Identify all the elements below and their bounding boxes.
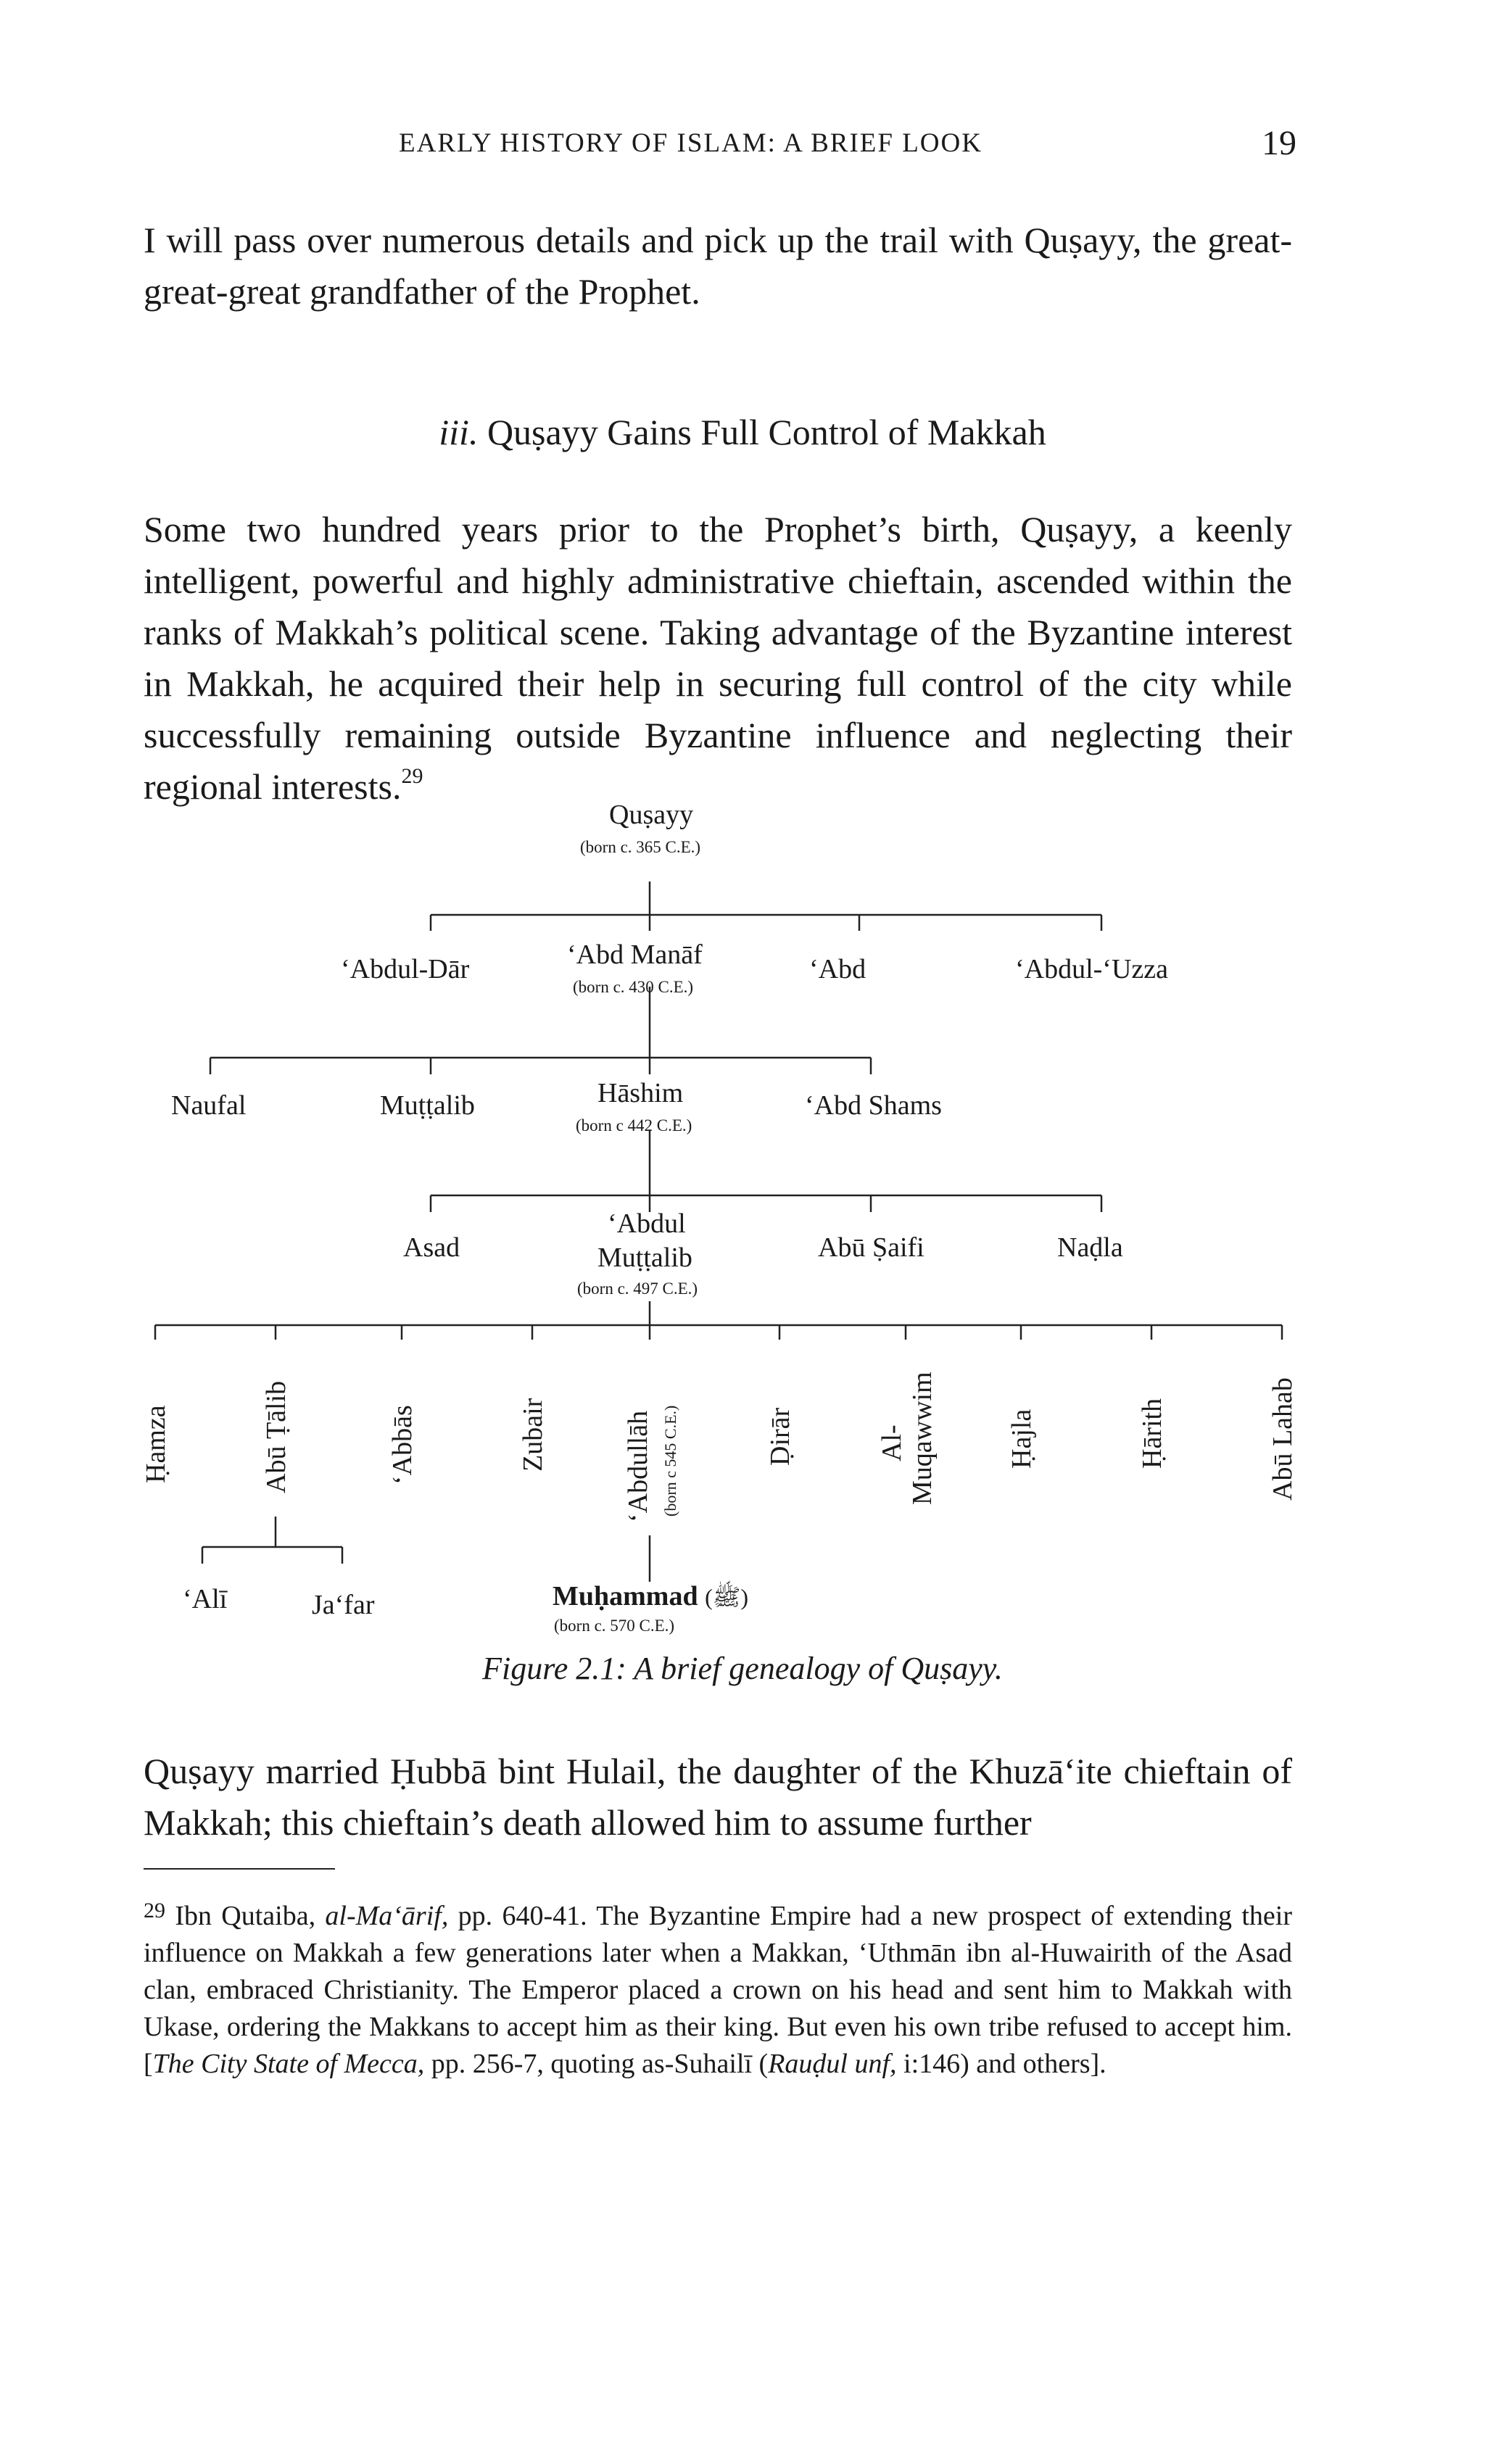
node-hajla: Ḥajla: [1006, 1409, 1037, 1469]
node-abdul-uzza: ‘Abdul-‘Uzza: [1015, 954, 1169, 984]
node-harith: Ḥārith: [1137, 1398, 1167, 1469]
honorific: (ﷺ): [705, 1584, 749, 1610]
footnote-work-raudul: Rauḍul unf,: [768, 2049, 897, 2079]
node-abbas: ‘Abbās: [387, 1405, 418, 1485]
node-qusayy-born: (born c. 365 C.E.): [580, 838, 701, 856]
node-abu-lahab: Abū Lahab: [1267, 1377, 1298, 1501]
node-nadla: Naḍla: [1057, 1232, 1123, 1263]
section-number: iii.: [439, 412, 479, 452]
node-abdul-muttalib-line1: ‘Abdul: [608, 1208, 686, 1239]
node-hamza: Ḥamza: [141, 1405, 171, 1483]
footnote-number: 29: [144, 1899, 165, 1922]
node-abd-manaf-born: (born c. 430 C.E.): [573, 978, 694, 996]
node-abdul-muttalib-born: (born c. 497 C.E.): [577, 1279, 698, 1298]
node-dirar: Ḍirār: [765, 1407, 795, 1466]
node-abd-manaf: ‘Abd Manāf: [567, 939, 703, 970]
node-muhammad-born: (born c. 570 C.E.): [554, 1617, 675, 1635]
node-ali: ‘Alī: [183, 1584, 228, 1614]
footnote: $^{29}$ Ibn Qutaiba, al-Ma‘ārif, pp. 640-41. The Byzantine Empire had a new prospect of extending their influence on Makkah a few generations later when a Makkan, ‘Uthmān ibn al-Huwairith of the Asad clan, embraced Christianity. The Emperor placed a crown on his head and sent him to Makkah with Ukase, ordering the Makkans to accept him as their king. But even his own tribe refused to accept him. [The City State of Mecca, pp. 256-7, quoting as-Suhailī (Rauḍul unf, i:146) and others].: [144, 1899, 1292, 2079]
node-naufal: Naufal: [171, 1090, 247, 1121]
node-qusayy: Quṣayy: [609, 800, 694, 830]
node-hashim: Hāshim: [597, 1078, 684, 1108]
connector-abd-manaf: [210, 987, 871, 1074]
running-head: EARLY HISTORY OF ISLAM: A BRIEF LOOK: [399, 128, 983, 158]
node-abd: ‘Abd: [809, 954, 866, 984]
node-abdullah-born: (born c 545 C.E.): [661, 1405, 679, 1517]
page-number: 19: [1262, 124, 1296, 162]
section-title: Quṣayy Gains Full Control of Makkah: [487, 412, 1046, 452]
paragraph-2: Quṣayy married Ḥubbā bint Hulail, the daughter of the Khuzā‘ite chieftain of Makkah; this chieftain’s death allowed him to assume further: [144, 1751, 1292, 1843]
footnote-rule: [144, 1868, 335, 1870]
node-muttalib: Muṭṭalib: [380, 1090, 475, 1121]
paragraph-1: Some two hundred years prior to the Prophet’s birth, Quṣayy, a keenly intelligent, powerful and highly administrative chieftain, ascended within the ranks of Makkah’s political scene. Taking advantage of the Byzantine interest in Makkah, he acquired their help in securing full control of the city while successfully remaining outside Byzantine influence and neglecting their regional interests.$^{29}$: [144, 509, 1292, 807]
section-heading: [0, 411, 1485, 453]
node-asad: Asad: [403, 1232, 460, 1263]
node-abd-shams: ‘Abd Shams: [805, 1090, 942, 1121]
connector-abdul-muttalib: [155, 1301, 1282, 1340]
node-abdul-muttalib-line2: Muṭṭalib: [597, 1243, 692, 1273]
connector-abu-talib: [202, 1517, 342, 1564]
node-abdul-dar: ‘Abdul-Dār: [341, 954, 470, 984]
figure-caption: Figure 2.1: A brief genealogy of Quṣayy.: [482, 1651, 1003, 1686]
connector-hashim: [431, 1131, 1101, 1212]
footnote-work-maarif: al-Ma‘ārif,: [325, 1901, 449, 1931]
node-hashim-born: (born c 442 C.E.): [576, 1116, 692, 1134]
node-abdullah: ‘Abdullāh: [623, 1410, 653, 1522]
footnote-work-city-state: The City State of Mecca,: [152, 2049, 425, 2079]
node-zubair: Zubair: [518, 1398, 548, 1472]
node-jafar: Ja‘far: [312, 1590, 375, 1620]
node-abu-talib: Abū Ṭālib: [261, 1380, 291, 1493]
footnote-ref-29: 29: [401, 764, 423, 788]
node-al-muqawwim-line1: Al-: [877, 1424, 907, 1461]
node-al-muqawwim-line2: Muqawwim: [907, 1372, 938, 1505]
node-muhammad: Muḥammad (ﷺ): [553, 1581, 749, 1611]
intro-paragraph: I will pass over numerous details and pick up the trail with Quṣayy, the great-great-great grandfather of the Prophet.: [144, 220, 1292, 312]
connector-quṣayy: [431, 882, 1101, 931]
node-abu-saifi: Abū Ṣaifi: [818, 1232, 924, 1263]
